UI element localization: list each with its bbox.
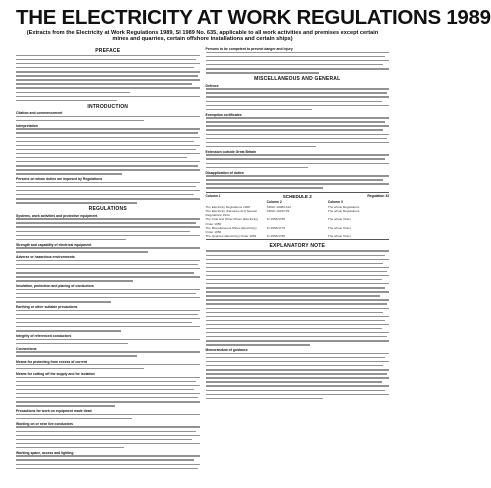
table-row: The Electricity Regulations 1908 SR&O 1908/1312 The whole Regulations <box>205 204 360 209</box>
misc-heading: MISCELLANEOUS AND GENERAL <box>254 76 341 83</box>
poster-subtitle: (Extracts from the Electricity at Work Regulations 1989, SI 1989 No. 635, applicable to all work activities and premises except certain mines and quarries, certain offshore installations and certain ships) <box>26 30 379 43</box>
schedule-regulation: Regulation 33 <box>367 193 390 198</box>
schedule-col1-header: Column 1 <box>205 193 221 198</box>
intro-sub-1: Interpretation <box>16 123 38 128</box>
schedule-col3-header: Column 3 <box>327 199 343 204</box>
misc-sub-0: Defence <box>205 83 219 88</box>
table-row: The Coal and Other Mines (Electricity) Order 1956 SI 1956/1765 The whole Order <box>205 217 351 226</box>
left-column <box>16 46 200 472</box>
preface-text <box>16 55 200 101</box>
guidance-subheading: Memorandum of guidance <box>205 348 248 353</box>
misc-sub-3: Disapplication of duties <box>205 170 244 175</box>
intro-sub-9: Connections <box>16 346 37 351</box>
intro-sub-5: Adverse or hazardous environments <box>16 255 75 260</box>
explanatory-heading: EXPLANATORY NOTE <box>269 243 326 250</box>
intro-sub-0: Citation and commencement <box>16 111 63 116</box>
intro-sub-11: Means for cutting off the supply and for isolation <box>16 372 95 377</box>
right-column <box>206 46 390 472</box>
intro-sub-14: Working space, access and lighting <box>16 450 74 455</box>
intro-sub-6: Insulation, protection and placing of conductors <box>16 284 94 289</box>
intro-sub-3: Systems, work activities and protective equipment <box>16 213 98 218</box>
table-row: The Miscellaneous Mines (Electricity) Order 1956 SI 1956/1779 The whole Order <box>205 225 351 235</box>
intro-sub-7: Earthing or other suitable precautions <box>16 305 78 310</box>
regulations-heading: REGULATIONS <box>88 206 127 213</box>
poster-columns <box>16 46 389 472</box>
intro-sub-2: Persons on whom duties are imposed by Regulations <box>16 177 103 182</box>
misc-sub-2: Extension outside Great Britain <box>205 149 257 154</box>
intro-sub-10: Means for protecting from excess of current <box>16 359 88 364</box>
schedule-title: SCHEDULE 2 <box>282 193 312 199</box>
poster-title: THE ELECTRICITY AT WORK REGULATIONS 1989 <box>16 6 491 29</box>
preface-heading: PREFACE <box>95 47 121 54</box>
schedule-table <box>206 192 390 241</box>
intro-sub-4: Strength and capability of electrical equipment <box>16 242 92 247</box>
competence-subheading: Persons to be competent to prevent danger and injury <box>205 47 293 52</box>
table-row: The Quarries (Electricity) Order 1956 SI 1956/1780 The whole Order <box>205 234 351 239</box>
intro-sub-13: Working on or near live conductors <box>16 421 74 426</box>
table-row: The Electricity (Factories Act) Special Regulations 1944 SR&O 1944/739 The whole Regulations <box>205 209 360 218</box>
intro-sub-12: Precautions for work on equipment made dead <box>16 409 92 414</box>
explanatory-text <box>206 250 390 345</box>
intro-sub-8: Integrity of referenced conductors <box>16 334 72 339</box>
regulations-poster <box>12 4 491 482</box>
introduction-heading: INTRODUCTION <box>87 103 129 110</box>
schedule-col2-header: Column 2 <box>266 199 282 204</box>
misc-sub-1: Exemption certificates <box>205 112 242 117</box>
